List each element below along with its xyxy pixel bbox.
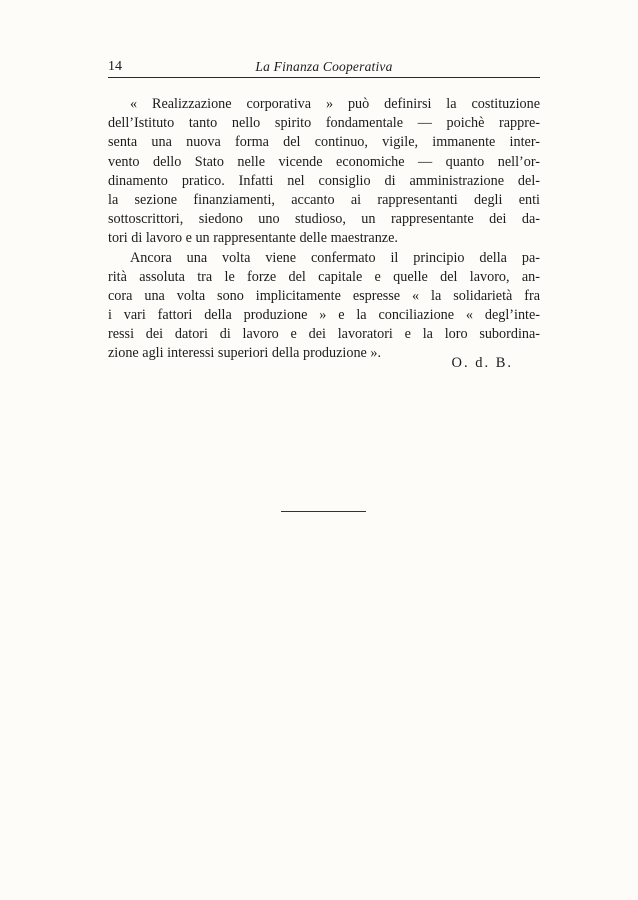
text-line: cora una volta sono implicitamente espresse « la solidarietà fra (108, 287, 540, 304)
author-signature: O. d. B. (451, 355, 513, 371)
text-line: rità assoluta tra le forze del capitale e quelle del lavoro, an- (108, 268, 540, 285)
text-line: Ancora una volta viene confermato il principio della pa- (130, 249, 540, 266)
text-line: tori di lavoro e un rappresentante delle maestranze. (108, 230, 398, 247)
text-line: sottoscrittori, siedono uno studioso, un rappresentante dei da- (108, 211, 540, 228)
page-number: 14 (108, 59, 122, 74)
text-line: i vari fattori della produzione » e la conciliazione « degl’inte- (108, 307, 540, 324)
running-title: La Finanza Cooperativa (255, 59, 393, 74)
paragraph (108, 249, 540, 364)
text-line: la sezione finanziamenti, accanto ai rappresentanti degli enti (108, 191, 540, 208)
text-line: vento dello Stato nelle vicende economiche — quanto nell’or- (108, 153, 540, 170)
paragraph (108, 95, 540, 249)
page-header (108, 57, 540, 78)
text-line: ressi dei datori di lavoro e dei lavoratori e la loro subordina- (108, 326, 540, 343)
text-line: senta una nuova forma del continuo, vigile, immanente inter- (108, 134, 540, 151)
text-line: dell’Istituto tanto nello spirito fondamentale — poichè rappre- (108, 115, 540, 132)
end-rule-divider (281, 511, 366, 512)
text-line: zione agli interessi superiori della produzione ». (108, 345, 382, 362)
article-body (108, 95, 540, 364)
text-line: dinamento pratico. Infatti nel consiglio di amministrazione del- (108, 172, 540, 189)
text-line: « Realizzazione corporativa » può definirsi la costituzione (130, 96, 540, 112)
